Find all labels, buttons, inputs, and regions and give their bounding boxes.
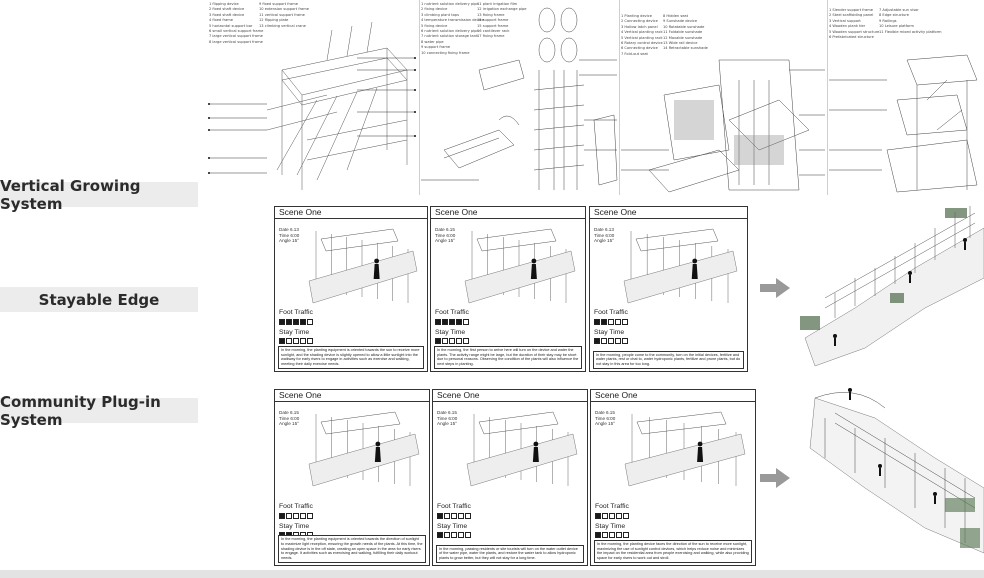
exploded-drawings-strip [207, 0, 984, 195]
scene-description: In the morning, the planting equipment is oriented towards the sun to receive more sunlight, and the shading device is slightly opened to allow a little sunlight into the walkway for early risers to engage in activities such as exercise and walking, meeting their daily exercise needs. [278, 346, 424, 369]
foot-traffic-label: Foot Traffic [437, 503, 471, 510]
scene-title: Scene One [433, 390, 587, 402]
scene-illustration [301, 404, 425, 494]
rating-box [615, 319, 621, 325]
rating-box [463, 338, 469, 344]
rating-box [602, 532, 608, 538]
rating-box [451, 513, 457, 519]
drawing-panel-3 [619, 0, 828, 195]
scene-card [432, 389, 588, 566]
scene-meta: Date 6.13 Time 6:00 Angle 15° [279, 227, 300, 244]
scene-illustration [457, 221, 581, 311]
rating-box [609, 513, 615, 519]
rating-box [293, 513, 299, 519]
rating-box [601, 319, 607, 325]
rating-box [435, 338, 441, 344]
scene-description: In the morning, passing residents or site tourists will turn on the water outlet device of the water pipe, water the plants, and restore the water tank to allow hydroponic plants to grow better, but they will not stay for a long time. [436, 545, 584, 563]
legend-text: 11 plant irrigation film 12 irrigation exchange pipe 13 fixing frame 14 support frame 15 support frame 16 cantilever rack 17 fixing frame [477, 2, 527, 39]
rating-box [465, 513, 471, 519]
rating-box [595, 532, 601, 538]
foot-traffic-label: Foot Traffic [279, 309, 313, 316]
arrow-right-icon [760, 468, 790, 488]
foot-traffic-rating [435, 319, 469, 325]
irrigation-tower-drawing [419, 0, 619, 195]
rating-box [300, 513, 306, 519]
scene-meta: Date 6.15 Time 6:00 Angle 15° [437, 410, 458, 427]
rating-box [449, 319, 455, 325]
rating-box [595, 513, 601, 519]
section-label-community: Community Plug-in System [0, 398, 198, 423]
legend-text: 1 flipping device 2 fixed shaft device 3 fixed shaft device 4 fixed frame 5 horizontal support bar 6 small vertical support frame 7 large vertical support frame 8 large vertical support frame [209, 2, 264, 44]
scene-title: Scene One [431, 207, 585, 219]
rating-box [622, 338, 628, 344]
arrow-right-icon [760, 278, 790, 298]
rating-box [286, 513, 292, 519]
foot-traffic-rating [595, 513, 629, 519]
scene-title: Scene One [275, 390, 429, 402]
rating-box [442, 319, 448, 325]
legend-text: 8 Hidden seat 9 Sunshade device 10 Rotatable sunshade 11 Foldable sunshade 12 Movable sunshade 13 Wide rail device 14 Retractable sunshade [663, 14, 708, 51]
foot-traffic-rating [279, 319, 313, 325]
rating-box [456, 338, 462, 344]
rating-box [616, 532, 622, 538]
stay-time-rating [437, 532, 471, 538]
foot-traffic-rating [437, 513, 471, 519]
rating-box [622, 319, 628, 325]
scene-description: In the morning, the planting equipment is oriented towards the direction of sunlight to maximize light reception, ensuring the growth needs of the plants. At this time, the shading device is in the off state, creating an open space in the area for early risers to engage. It activities such as exercising and walking, fulfilling their daily workout needs. [278, 535, 426, 563]
rating-box [608, 338, 614, 344]
rating-box [293, 319, 299, 325]
scene-card [430, 206, 586, 372]
scene-card [589, 206, 748, 372]
foot-traffic-label: Foot Traffic [279, 503, 313, 510]
stayable-edge-perspective-rendering [795, 198, 984, 368]
rating-box [444, 532, 450, 538]
rating-box [279, 338, 285, 344]
scene-meta: Date 6.15 Time 6:00 Angle 15° [435, 227, 456, 244]
foot-traffic-label: Foot Traffic [595, 503, 629, 510]
legend-text: 9 fixed support frame 10 extension support frame 11 vertical support frame 12 flipping plate 13 climbing vertical crane [259, 2, 309, 28]
legend-text: 1 Slender support frame 2 Steel scaffolding panel 3 Vertical support 4 Wooden plank tier 5 Wooden support structure 6 Prefabricated structure [829, 8, 880, 40]
rating-box [616, 513, 622, 519]
rating-box [449, 338, 455, 344]
rating-box [442, 338, 448, 344]
rating-box [286, 338, 292, 344]
rating-box [623, 532, 629, 538]
rating-box [451, 532, 457, 538]
rating-box [437, 513, 443, 519]
rating-box [615, 338, 621, 344]
rating-box [609, 532, 615, 538]
foot-traffic-label: Foot Traffic [435, 309, 469, 316]
bottom-bar [0, 570, 984, 578]
platform-structure-drawing [827, 0, 984, 195]
drawing-panel-1 [207, 0, 420, 195]
rating-box [279, 319, 285, 325]
rating-box [458, 532, 464, 538]
rating-box [463, 319, 469, 325]
rating-box [307, 338, 313, 344]
scene-description: In the morning, the first person to arrive here will turn on the device and water the plants. The activity range might be large, but the duration of their stay may be short due to personal reasons. Observing the condition of the plants will also influence the next steps in planting. [434, 346, 582, 369]
scene-title: Scene One [275, 207, 427, 219]
scene-illustration [616, 221, 743, 311]
section-label-stayable: Stayable Edge [0, 287, 198, 312]
rating-box [623, 513, 629, 519]
stay-time-rating [435, 338, 469, 344]
foot-traffic-label: Foot Traffic [594, 309, 628, 316]
legend-text: 1 Planting device 2 Connecting device 3 Hollow latch panel 4 Vertical planting rack 5 Vertical planting rack 6 Rotary control device 6 Connecting device 7 Fold-out seat [621, 14, 663, 56]
rating-box [444, 513, 450, 519]
legend-text: 7 Adjustable sun visor 8 Edge structure 9 Railings 10 Leisure platform 11 Flexible mixed activity platform [879, 8, 942, 34]
rating-box [602, 513, 608, 519]
stay-time-rating [594, 338, 628, 344]
rating-box [594, 319, 600, 325]
exploded-frame-drawing [207, 0, 419, 195]
scene-illustration [617, 404, 751, 494]
scene-meta: Date 6.15 Time 6:00 Angle 15° [595, 410, 616, 427]
rating-box [458, 513, 464, 519]
scene-meta: Date 6.15 Time 6:00 Angle 15° [279, 410, 300, 427]
stay-time-label: Stay Time [437, 523, 468, 530]
rating-box [279, 513, 285, 519]
rating-box [293, 338, 299, 344]
rating-box [286, 319, 292, 325]
scene-title: Scene One [590, 207, 747, 219]
stay-time-label: Stay Time [595, 523, 626, 530]
scene-illustration [301, 221, 423, 311]
scene-card [590, 389, 756, 566]
rating-box [435, 319, 441, 325]
planting-pavilion-drawing [619, 0, 827, 195]
rating-box [307, 513, 313, 519]
stay-time-label: Stay Time [435, 329, 466, 336]
scene-card [274, 389, 430, 566]
scene-meta: Date 6.13 Time 6:00 Angle 15° [594, 227, 615, 244]
scene-illustration [459, 404, 583, 494]
scene-card [274, 206, 428, 372]
stay-time-label: Stay Time [594, 329, 625, 336]
rating-box [437, 532, 443, 538]
drawing-panel-4 [827, 0, 984, 195]
stay-time-label: Stay Time [279, 523, 310, 530]
rating-box [300, 338, 306, 344]
rating-box [601, 338, 607, 344]
rating-box [608, 319, 614, 325]
rating-box [465, 532, 471, 538]
scene-title: Scene One [591, 390, 755, 402]
community-plugin-perspective-rendering [795, 378, 984, 570]
stay-time-label: Stay Time [279, 329, 310, 336]
legend-text: 1 nutrient solution delivery pipe 2 fixing device 3 climbing plant tops 4 temperature transmission device 5 fixing device 6 nutrient solution delivery pipe 7 nutrient solution storage tank 8 water pipe 9 support frame 10 connecting fixing frame [421, 2, 485, 55]
scene-description: In the morning, people come to the community, turn on the initial devices, fertilize and water plants, rest or chat to, water hydroponic plants, fertilize and prune plants, but do not stay in this area for too long. [593, 351, 744, 369]
rating-box [594, 338, 600, 344]
rating-box [456, 319, 462, 325]
scene-description: In the morning, the planting device faces the direction of the sun to receive more sunlight, maximizing the use of sunlight control devices, which helps reduce noise and minimizes the impact on the residential area from people exercising and walking, while also providing space for early risers to work out and stroll. [594, 540, 752, 563]
stay-time-rating [595, 532, 629, 538]
rating-box [300, 319, 306, 325]
stay-time-rating [279, 338, 313, 344]
drawing-panel-2 [419, 0, 620, 195]
foot-traffic-rating [279, 513, 313, 519]
section-label-vertical: Vertical Growing System [0, 182, 198, 207]
foot-traffic-rating [594, 319, 628, 325]
rating-box [307, 319, 313, 325]
